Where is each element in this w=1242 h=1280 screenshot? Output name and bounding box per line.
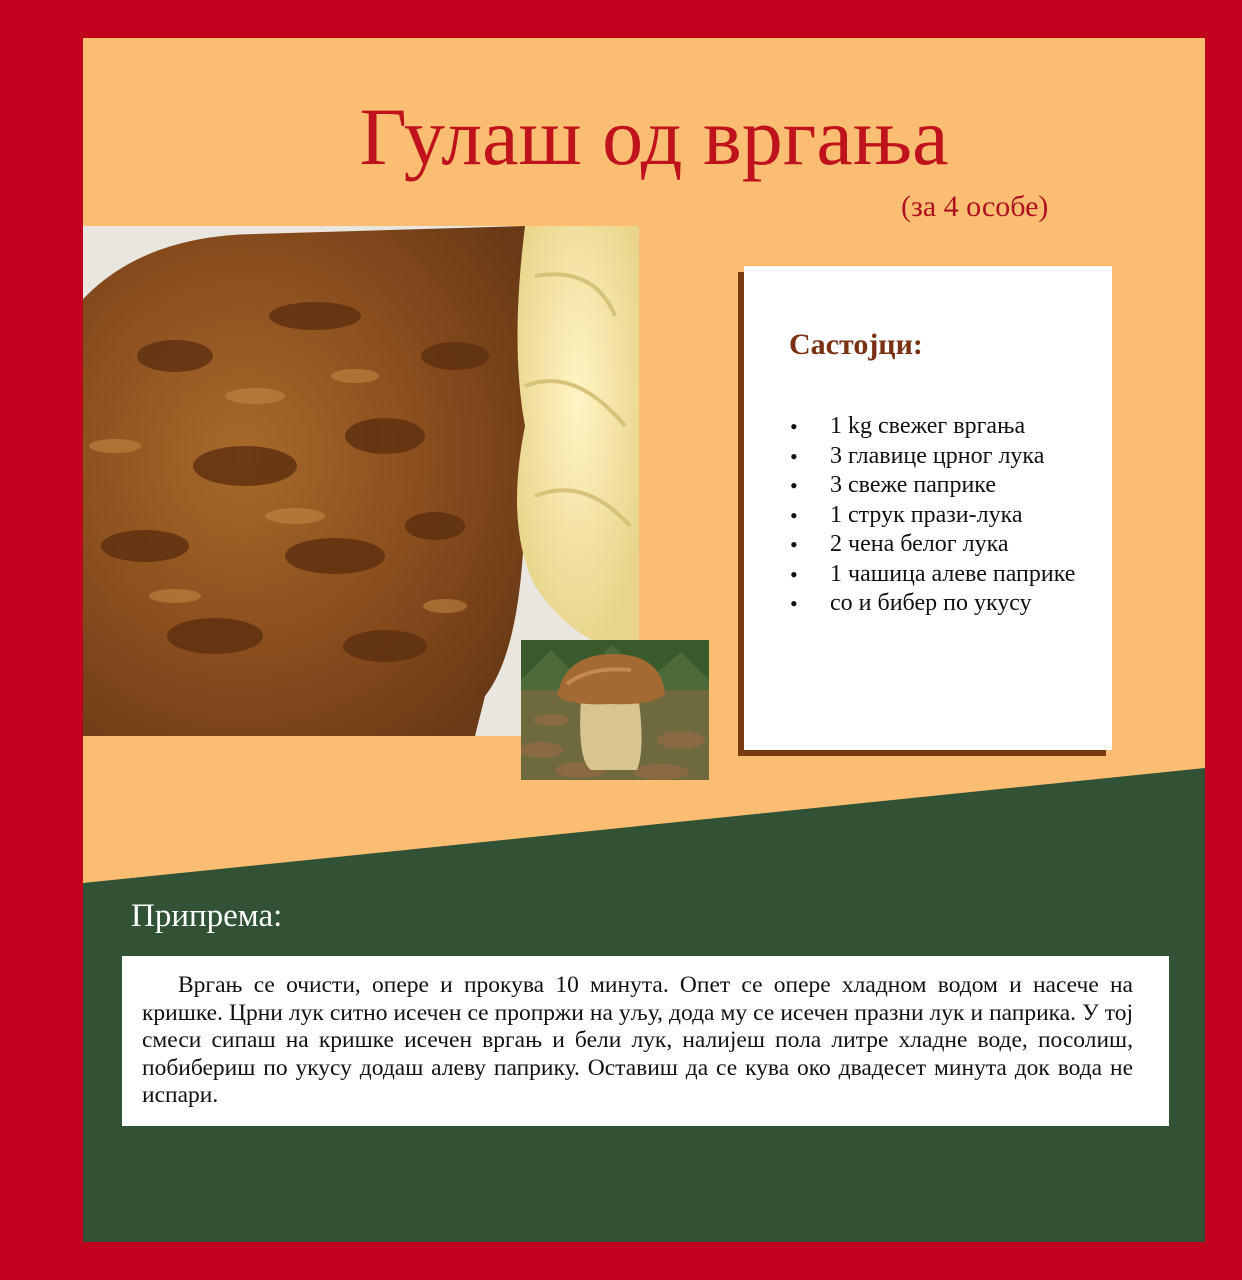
servings-label: (за 4 особе) xyxy=(901,190,1049,223)
ingredient-item: • 3 главице црног лука xyxy=(790,442,1090,472)
recipe-title: Гулаш од вргања xyxy=(359,91,949,182)
ingredient-item: • 3 свеже паприке xyxy=(790,471,1090,501)
ingredient-item: • 1 чашица алеве паприке xyxy=(790,560,1090,590)
preparation-box xyxy=(122,956,1169,1126)
ingredients-list xyxy=(790,412,1090,619)
ingredient-item: • со и бибер по укусу xyxy=(790,589,1090,619)
ingredients-card xyxy=(744,266,1112,750)
recipe-page xyxy=(83,38,1205,1242)
ingredients-heading: Састојци: xyxy=(789,328,923,361)
ingredient-item: • 1 струк прази-лука xyxy=(790,501,1090,531)
preparation-text: Вргањ се очисти, опере и прокува 10 минута. Опет се опере хладном водом и насече на кришке. Црни лук ситно исечен се пропржи на уљу, дода му се исечен празни лук и паприка. У тој смеси сипаш на кришке исечен вргањ и бели лук, налијеш пола литре хладне воде, посолиш, побибериш по укусу додаш алеву паприку. Оставиш да се кува око двадесет минута док вода не испари. xyxy=(142,972,1133,1108)
ingredient-item: • 1 kg свежег вргања xyxy=(790,412,1090,442)
porcini-mushroom-photo xyxy=(521,640,709,780)
ingredient-item: • 2 чена белог лука xyxy=(790,530,1090,560)
preparation-heading: Припрема: xyxy=(131,898,283,934)
